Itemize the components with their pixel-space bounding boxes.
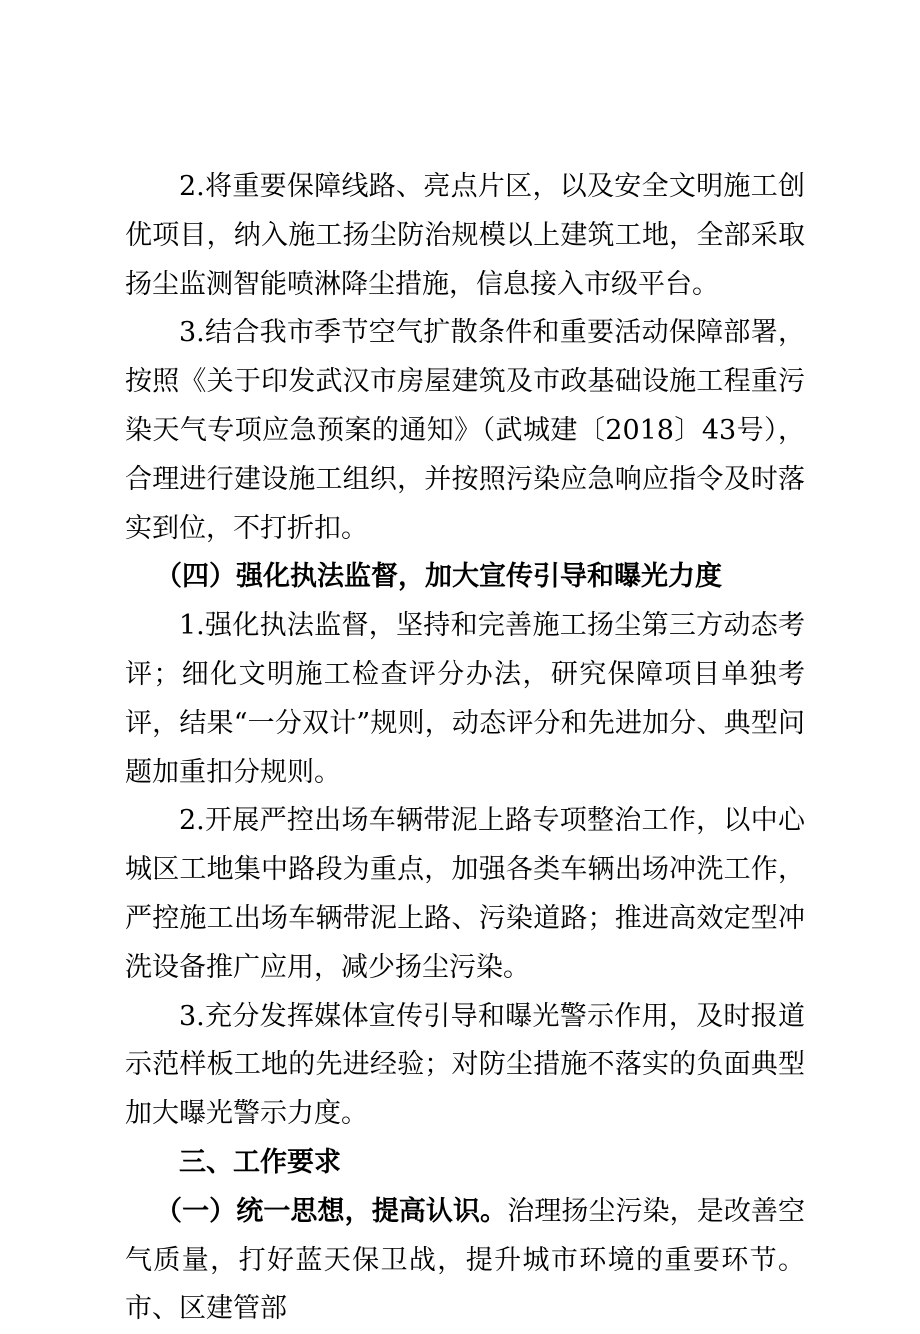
document-page xyxy=(125,163,805,1334)
section-heading-3: 三、工作要求 xyxy=(179,1146,341,1178)
paragraph-item-4-2: 2.开展严控出场车辆带泥上路专项整治工作，以中心城区工地集中路段为重点，加强各类车辆出场冲洗工作，严控施工出场车辆带泥上路、污染道路；推进高效定型冲洗设备推广应用，减少扬尘污染。 xyxy=(125,805,805,983)
paragraph-item-3: 3.结合我市季节空气扩散条件和重要活动保障部署，按照《关于印发武汉市房屋建筑及市政基础设施工程重污染天气专项应急预案的通知》（武城建〔2018〕43号），合理进行建设施工组织，并按照污染应急响应指令及时落实到位，不打折扣。 xyxy=(125,317,805,544)
paragraph-item-4-3: 3.充分发挥媒体宣传引导和曝光警示作用，及时报道示范样板工地的先进经验；对防尘措施不落实的负面典型加大曝光警示力度。 xyxy=(125,1000,805,1130)
paragraph-item-2: 2.将重要保障线路、亮点片区，以及安全文明施工创优项目，纳入施工扬尘防治规模以上建筑工地，全部采取扬尘监测智能喷淋降尘措施，信息接入市级平台。 xyxy=(125,171,805,300)
requirement-body: 治理扬尘污染，是改善空气质量，打好蓝天保卫战，提升城市环境的重要环节。市、区建管部 xyxy=(125,1195,806,1325)
requirement-lead: （一）统一思想，提高认识。 xyxy=(155,1195,508,1227)
paragraph-requirement-1 xyxy=(125,1188,805,1334)
paragraph-item-4-1: 1.强化执法监督，坚持和完善施工扬尘第三方动态考评；细化文明施工检查评分办法，研究保障项目单独考评，结果“一分双计”规则，动态评分和先进加分、典型问题加重扣分规则。 xyxy=(125,610,805,788)
section-heading-4: （四）强化执法监督，加大宣传引导和曝光力度 xyxy=(155,561,722,593)
